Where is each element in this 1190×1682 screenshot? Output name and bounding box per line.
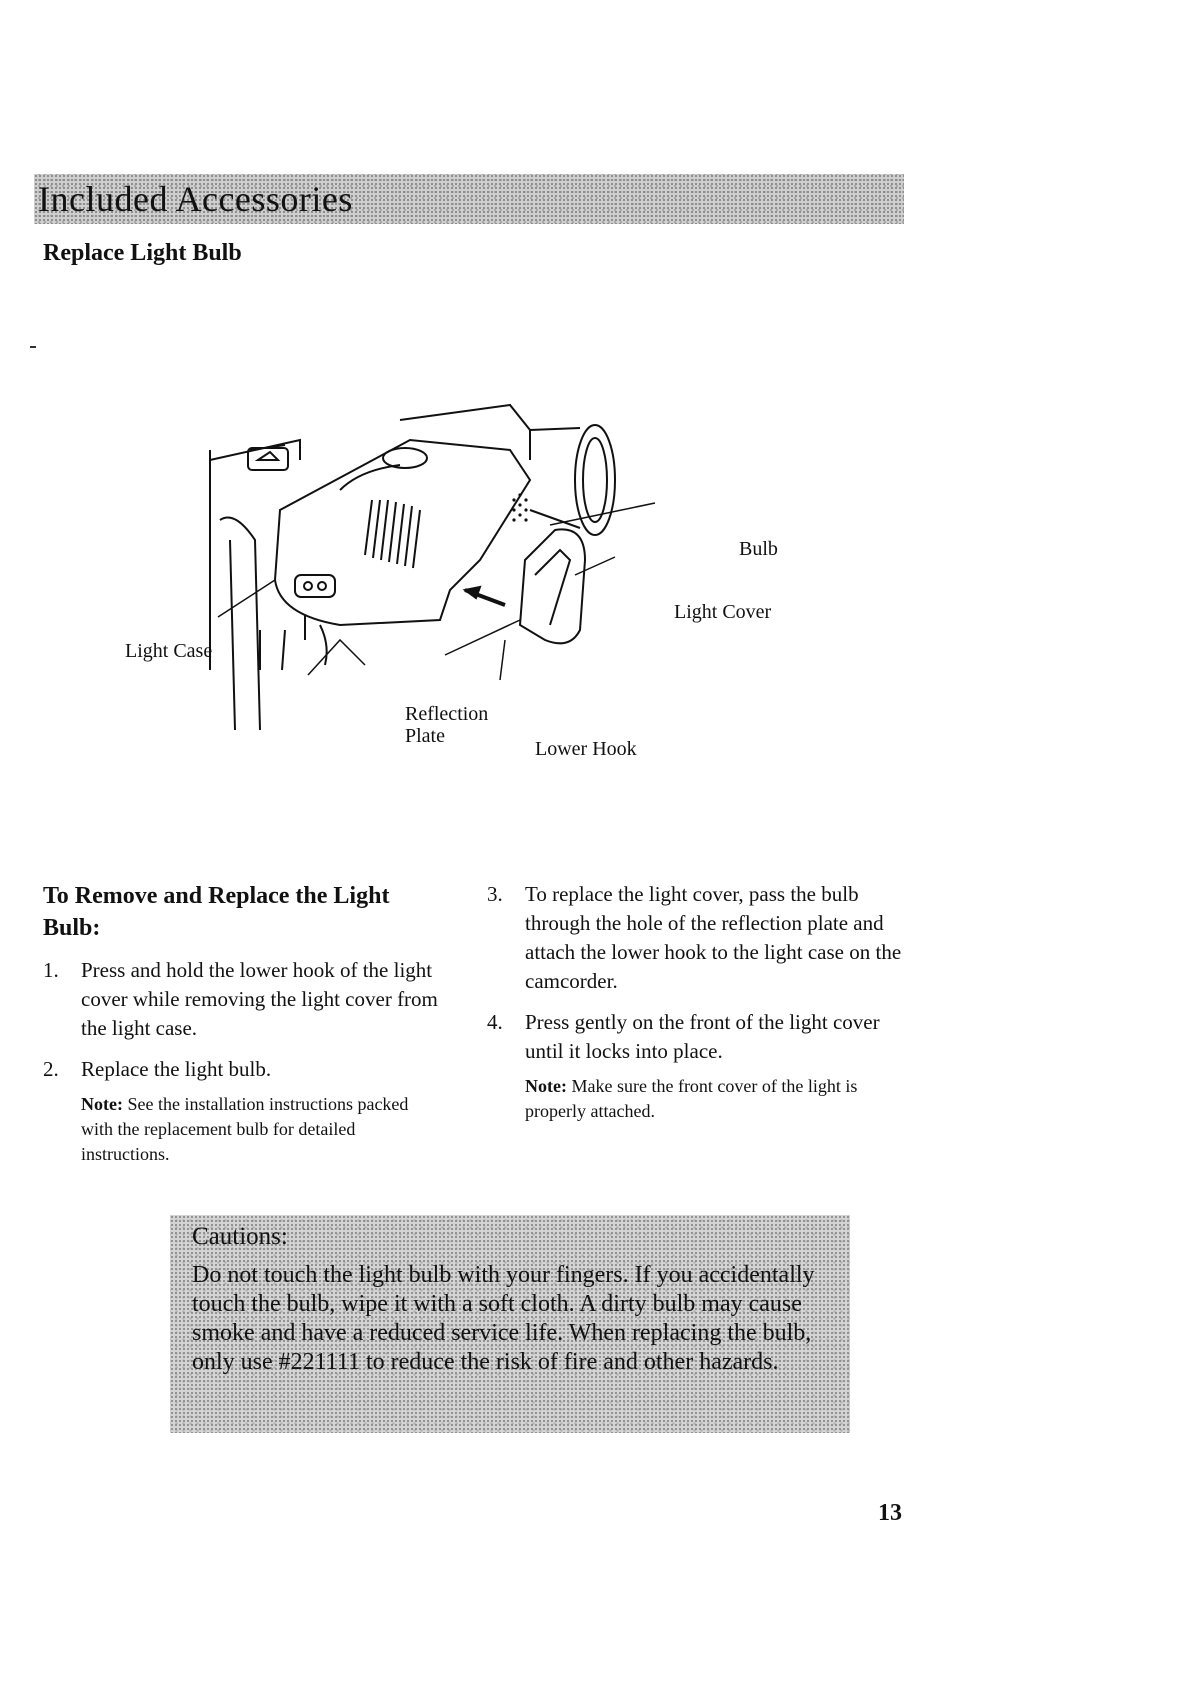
label-reflection-plate-line2: Plate	[405, 725, 445, 747]
cautions-box	[170, 1215, 850, 1433]
label-bulb: Bulb	[739, 538, 778, 560]
step-number: 3.	[487, 882, 503, 906]
note-installation	[81, 1092, 443, 1167]
light-case-grill	[365, 500, 420, 568]
light-cover-leader	[575, 557, 615, 575]
step-2	[43, 1055, 443, 1084]
label-lower-hook: Lower Hook	[535, 738, 637, 760]
step-text: Replace the light bulb.	[81, 1057, 272, 1081]
bulb-leader	[550, 503, 655, 525]
instructions-title: To Remove and Replace the Light Bulb:	[43, 883, 390, 941]
step-number: 2.	[43, 1057, 59, 1081]
step-text: Press and hold the lower hook of the light cover while removing the light cover from the light case.	[81, 958, 438, 1040]
light-case-switch	[295, 575, 335, 597]
step-4	[487, 1008, 907, 1066]
label-reflection-plate-line1: Reflection	[405, 703, 489, 725]
step-number: 1.	[43, 958, 59, 982]
step-text: To replace the light cover, pass the bulb through the hole of the reflection plate and attach the lower hook to the light case on the camcorder.	[525, 882, 902, 993]
lower-hook-leader	[500, 640, 505, 680]
cautions-title: Cautions:	[192, 1223, 288, 1250]
label-light-case: Light Case	[125, 640, 213, 662]
light-cover	[520, 529, 585, 643]
step-number: 4.	[487, 1010, 503, 1034]
step-text: Press gently on the front of the light cover until it locks into place.	[525, 1010, 880, 1063]
instructions-right-column	[487, 880, 907, 1124]
camcorder-side-panel	[220, 518, 260, 731]
light-case-leader	[218, 580, 275, 617]
reflection-plate-leader	[308, 640, 365, 675]
banner-title: Included Accessories	[38, 179, 353, 219]
stray-mark	[30, 346, 36, 348]
instructions-left-column	[43, 880, 443, 1167]
note-label: Note:	[81, 1094, 123, 1114]
cautions-text: Do not touch the light bulb with your fingers. If you accidentally touch the bulb, wipe it with a soft cloth. A dirty bulb may cause smoke and have a reduced service life. When replacing the bulb, only use #221111 to reduce the risk of fire and other hazards.	[192, 1262, 815, 1375]
label-reflection-plate	[405, 703, 488, 747]
note-front-cover	[525, 1074, 907, 1124]
note-text: See the installation instructions packed with the replacement bulb for detailed instructions.	[81, 1094, 409, 1164]
page-title: Replace Light Bulb	[43, 240, 242, 266]
note-text: Make sure the front cover of the light is properly attached.	[525, 1076, 858, 1121]
step-1	[43, 956, 443, 1043]
section-banner	[34, 174, 904, 224]
step-3	[487, 880, 907, 996]
note-label: Note:	[525, 1076, 567, 1096]
page-number: 13	[878, 1500, 902, 1526]
label-light-cover: Light Cover	[674, 601, 772, 623]
